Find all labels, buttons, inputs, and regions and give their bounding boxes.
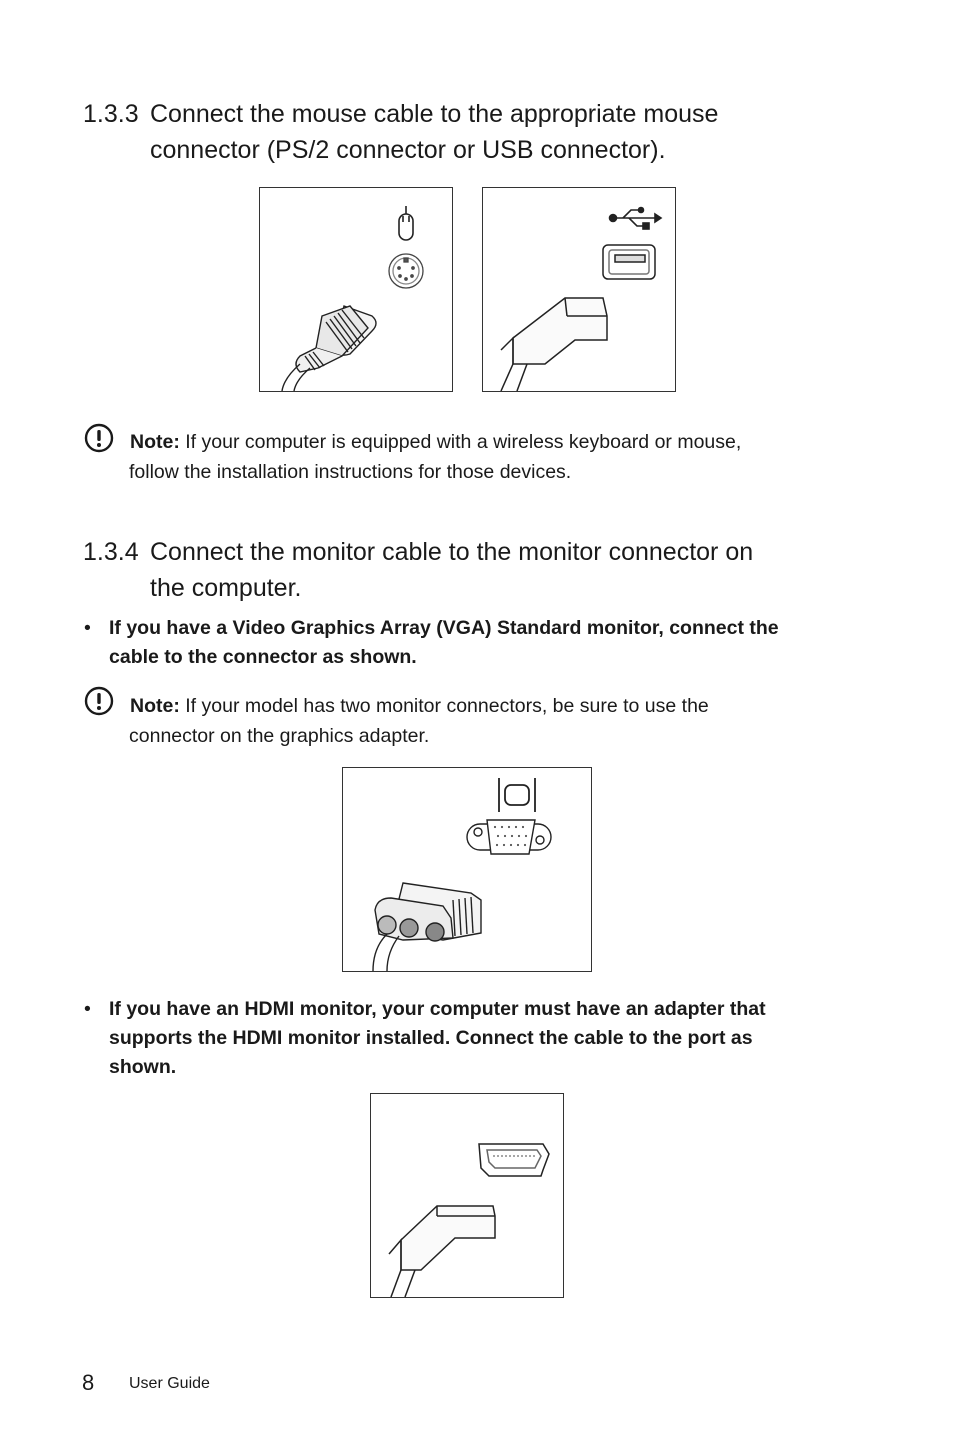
- attention-icon: [84, 423, 114, 453]
- hdmi-plug: [389, 1206, 495, 1297]
- note-text: If your computer is equipped with a wireless keyboard or mouse,: [185, 431, 742, 453]
- bullet-text: If you have an HDMI monitor, your computer must have an adapter that: [109, 998, 766, 1020]
- note-line: [130, 691, 709, 721]
- vga-connector-figure: [342, 767, 592, 972]
- ps2-port: [389, 254, 423, 288]
- bullet-text: supports the HDMI monitor installed. Connect the cable to the port as: [109, 1027, 753, 1049]
- section-title-line: the computer.: [150, 574, 302, 602]
- note-text: If your model has two monitor connectors, be sure to use the: [185, 695, 709, 717]
- section-title-line: connector (PS/2 connector or USB connector).: [150, 136, 666, 164]
- section-title-line: Connect the mouse cable to the appropriate mouse: [150, 100, 719, 128]
- usb-icon: [610, 208, 662, 230]
- monitor-icon: [499, 778, 535, 812]
- usb-connector-figure: [482, 187, 676, 392]
- bullet-marker: •: [84, 617, 91, 639]
- vga-plug: [373, 883, 481, 971]
- note-label: Note:: [130, 431, 180, 453]
- ps2-connector-figure: [259, 187, 453, 392]
- note-line: [130, 427, 741, 457]
- bullet-text: shown.: [109, 1056, 177, 1078]
- section-title-line: Connect the monitor cable to the monitor connector on: [150, 538, 754, 566]
- hdmi-port: [479, 1144, 549, 1176]
- bullet-marker: •: [84, 998, 91, 1020]
- ps2-plug: [282, 306, 376, 391]
- note-text: follow the installation instructions for those devices.: [129, 461, 572, 483]
- note-label: Note:: [130, 695, 180, 717]
- usb-port: [603, 245, 655, 279]
- usb-plug: [501, 298, 607, 391]
- section-number: 1.3.3: [83, 100, 139, 128]
- mouse-icon: [399, 206, 413, 240]
- vga-port: [467, 820, 551, 854]
- bullet-text: cable to the connector as shown.: [109, 646, 417, 668]
- bullet-text: If you have a Video Graphics Array (VGA) Standard monitor, connect the: [109, 617, 779, 639]
- hdmi-connector-figure: [370, 1093, 564, 1298]
- page-number: 8: [82, 1370, 95, 1395]
- attention-icon: [84, 686, 114, 716]
- footer-title: User Guide: [129, 1375, 210, 1392]
- section-number: 1.3.4: [83, 538, 139, 566]
- note-text: connector on the graphics adapter.: [129, 725, 430, 747]
